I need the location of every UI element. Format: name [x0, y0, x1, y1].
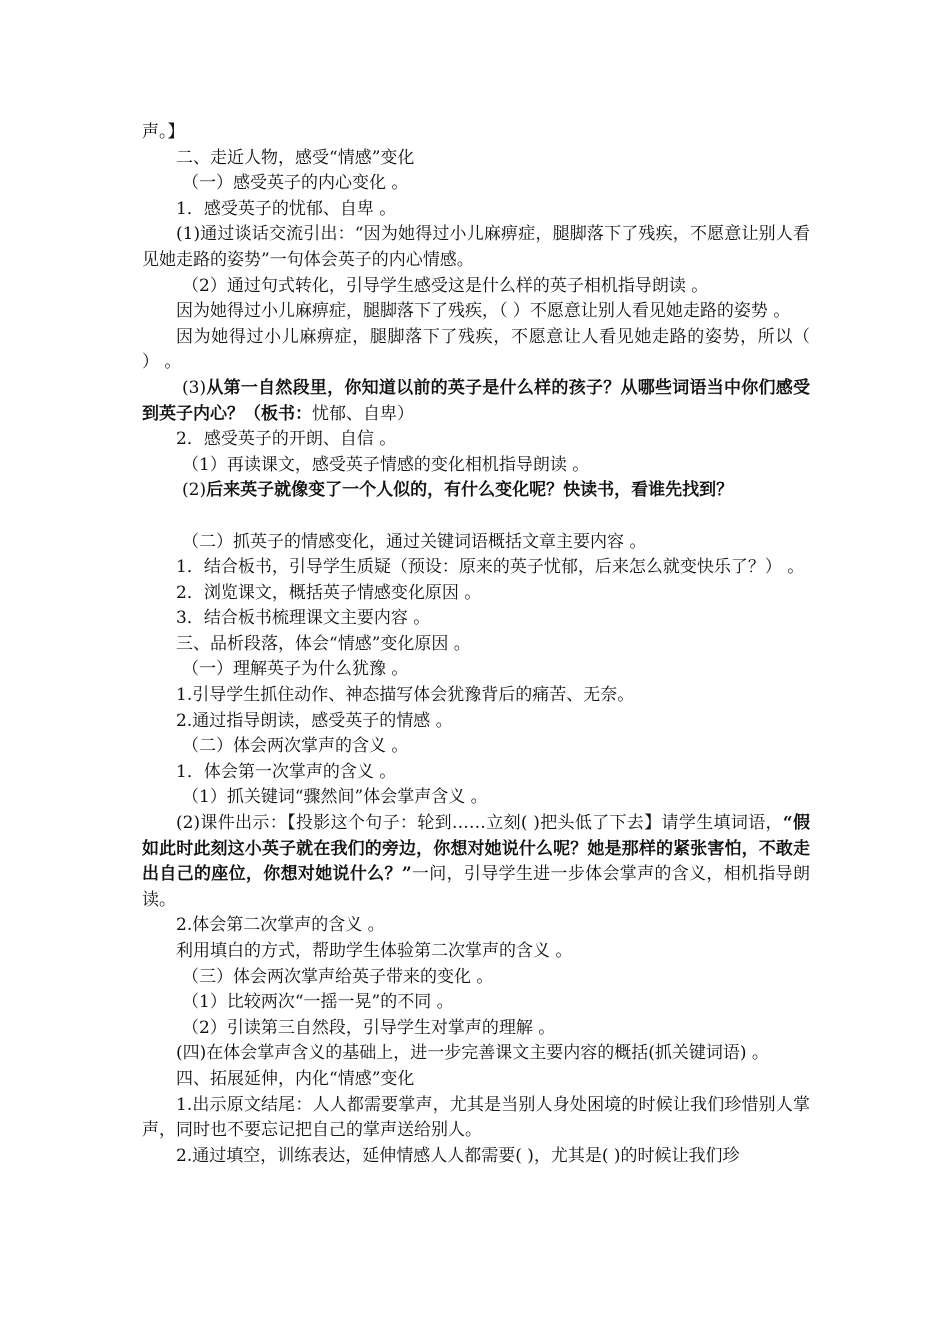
item-number: (2) — [182, 480, 207, 501]
paragraph: 利用填白的方式，帮助学生体验第二次掌声的含义 。 — [176, 941, 573, 961]
bold-question: “假如此时此刻这小英子就在我们的旁边，你想对她说什么呢？她是那样的紧张害怕，不敢走出自己的座位，你想对她说什么？” — [142, 813, 811, 885]
bold-question: 从第一自然段里，你知道以前的英子是什么样的孩子？从哪些词语当中你们感受到英子内心？（板书： — [142, 377, 810, 424]
paragraph — [142, 376, 810, 427]
paragraph: （2）引读第三自然段，引导学生对掌声的理解 。 — [182, 1017, 556, 1038]
bold-question: 后来英子就像变了一个人似的，有什么变化呢？快读书，看谁先找到？ — [206, 480, 734, 501]
paragraph: （1）抓关键词“骤然间”体会掌声含义 。 — [182, 787, 488, 808]
fill-blank-sentence: 因为她得过小儿麻痹症，腿脚落下了残疾，（ ）不愿意让别人看见她走路的姿势 。 — [176, 301, 791, 322]
text-line: 声。】 — [142, 122, 185, 142]
list-item: 2．浏览课文，概括英子情感变化原因 。 — [176, 582, 482, 603]
courseware-text: (2)课件出示：【投影这个句子：轮到……立刻( )把头低了下去】请学生填词语， — [176, 813, 783, 834]
section-heading-2: 二、走近人物，感受“情感”变化 — [176, 147, 415, 168]
paragraph — [142, 478, 810, 504]
list-item: 1．体会第一次掌声的含义 。 — [176, 761, 397, 782]
list-item: 1．感受英子的忧郁、自卑 。 — [176, 198, 397, 219]
paragraph: （1）再读课文，感受英子情感的变化相机指导朗读 。 — [182, 454, 590, 475]
fill-blank-sentence: 因为她得过小儿麻痹症，腿脚落下了残疾，不愿意让人看见她走路的姿势，所以（ ） 。 — [142, 326, 810, 373]
board-note: 忧郁、自卑） — [312, 403, 414, 424]
section-heading-3: 三、品析段落，体会“情感”变化原因 。 — [176, 633, 471, 654]
paragraph: (四)在体会掌声含义的基础上，进一步完善课文主要内容的概括(抓关键词语) 。 — [176, 1043, 769, 1064]
subsection-heading: （二）体会两次掌声的含义 。 — [182, 736, 409, 757]
section-heading-4: 四、拓展延伸，内化“情感”变化 — [176, 1068, 415, 1089]
subsection-heading: （一）理解英子为什么犹豫 。 — [182, 659, 409, 680]
list-item: 1.引导学生抓住动作、神态描写体会犹豫背后的痛苦、无奈。 — [176, 685, 635, 706]
item-number: (3) — [182, 377, 207, 398]
paragraph — [142, 811, 810, 913]
paragraph: (1)通过谈话交流引出：“因为她得过小儿麻痹症，腿脚落下了残疾，不愿意让别人看见她走路的姿势”一句体会英子的内心情感。 — [142, 224, 810, 270]
subsection-heading: （二）抓英子的情感变化，通过关键词语概括文章主要内容 。 — [182, 531, 647, 552]
subsection-heading: （一）感受英子的内心变化 。 — [182, 173, 409, 194]
list-item: 2.体会第二次掌声的含义 。 — [176, 915, 385, 936]
paragraph: （1）比较两次“一摇一晃”的不同 。 — [182, 992, 454, 1013]
document-page — [142, 120, 810, 1169]
list-item: 1．结合板书，引导学生质疑（预设：原来的英子忧郁，后来怎么就变快乐了？） 。 — [176, 557, 805, 578]
list-item: 2.通过指导朗读，感受英子的情感 。 — [176, 710, 453, 731]
paragraph: 2.通过填空，训练表达，延伸情感人人都需要( )，尤其是( )的时候让我们珍 — [176, 1145, 740, 1166]
list-item: 3．结合板书梳理课文主要内容 。 — [176, 608, 431, 629]
subsection-heading: （三）体会两次掌声给英子带来的变化 。 — [182, 966, 494, 987]
list-item: 2．感受英子的开朗、自信 。 — [176, 429, 397, 450]
blank-line — [142, 504, 810, 530]
paragraph: 1.出示原文结尾：人人都需要掌声，尤其是当别人身处困境的时候让我们珍惜别人掌声，同时也不要忘记把自己的掌声送给别人。 — [142, 1094, 810, 1141]
paragraph-tail: 一问，引导学生进一步体会掌声的含义，相机指导朗读。 — [142, 864, 811, 910]
paragraph: （2）通过句式转化，引导学生感受这是什么样的英子相机指导朗读 。 — [182, 275, 709, 296]
